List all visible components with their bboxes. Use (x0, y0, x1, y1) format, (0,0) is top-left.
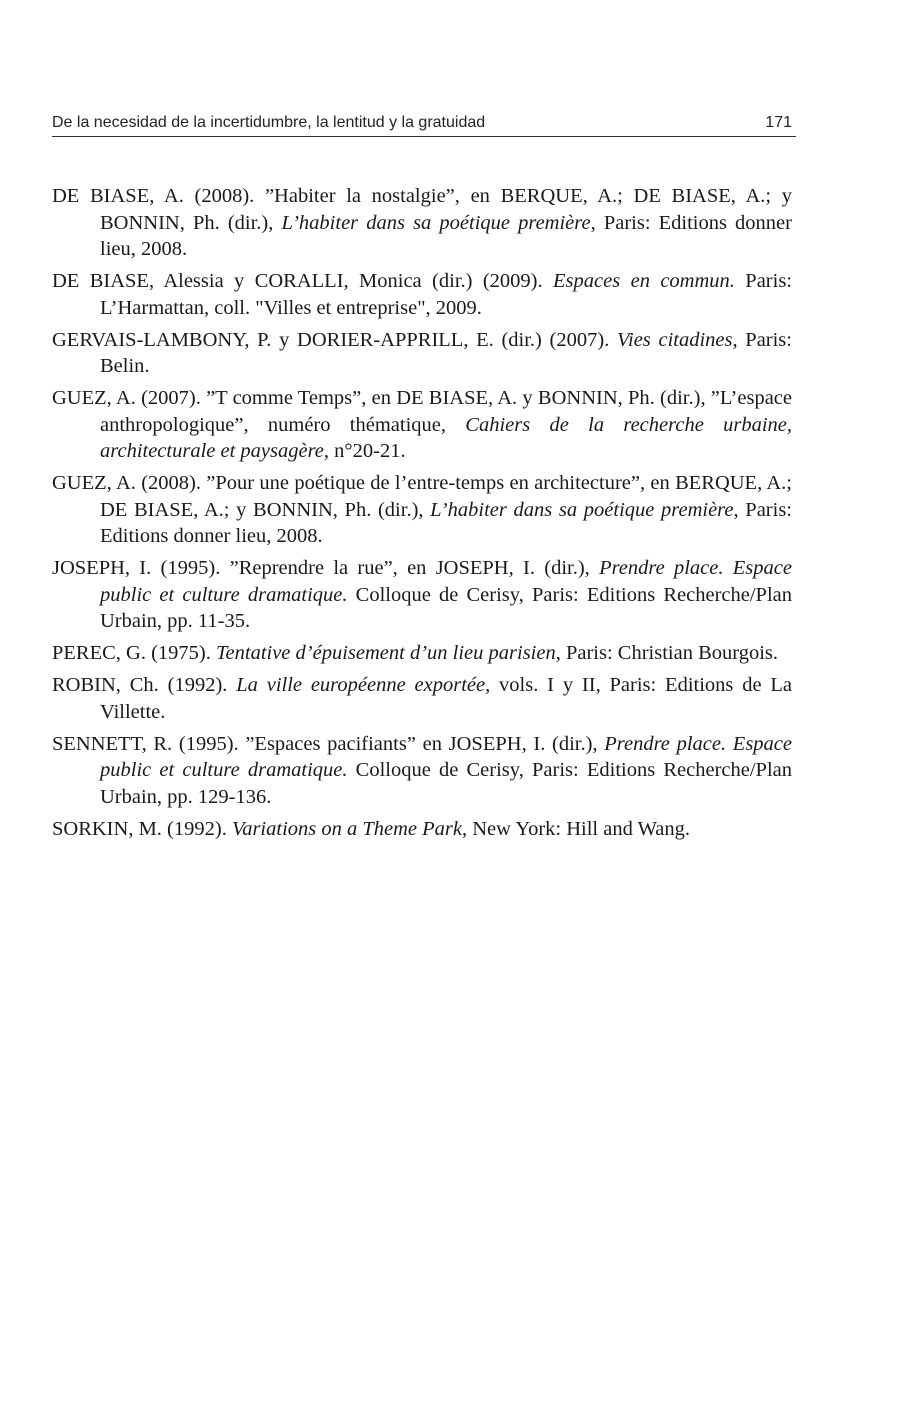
reference-text: , Paris: Editions donner lieu, 2008. (100, 211, 792, 260)
reference-entry (52, 555, 792, 635)
reference-title: Vies citadines (617, 328, 733, 351)
reference-entry (52, 731, 792, 811)
reference-text: , Paris: Editions donner lieu, 2008. (100, 498, 792, 547)
reference-title: Cahiers de la recherche urbaine, architecturale et paysagère (100, 413, 792, 462)
reference-text: GUEZ, A. (2008). ”Pour une poétique de l’entre-temps en architecture”, en BERQUE, A.; DE BIASE, A.; y BONNIN, Ph. (dir.), (52, 472, 792, 521)
reference-text: , Paris: Christian Bourgois. (555, 642, 779, 664)
reference-text: JOSEPH, I. (1995). ”Reprendre la rue”, en JOSEPH, I. (dir.), (52, 557, 600, 579)
reference-text: SORKIN, M. (1992). (52, 817, 232, 840)
reference-text: , New York: Hill and Wang. (462, 817, 691, 840)
reference-entry (52, 385, 792, 465)
reference-title: Espaces en commun. (553, 270, 735, 292)
reference-entry (52, 816, 792, 843)
reference-title: La ville européenne exportée (236, 674, 486, 696)
reference-text: GERVAIS-LAMBONY, P. y DORIER-APPRILL, E. (dir.) (2007). (52, 328, 618, 351)
reference-text: , vols. I y II, Paris: Editions de La Villette. (100, 674, 793, 723)
running-title: De la necesidad de la incertidumbre, la lentitud y la gratuidad (52, 114, 486, 131)
reference-entry (52, 470, 792, 550)
reference-text: ROBIN, Ch. (1992). (52, 674, 237, 696)
reference-entry (52, 640, 792, 667)
reference-text: SENNETT, R. (1995). ”Espaces pacifiants” en JOSEPH, I. (dir.), (52, 732, 605, 755)
running-header (52, 113, 796, 137)
reference-entry (52, 183, 792, 263)
reference-title: Variations on a Theme Park (231, 817, 462, 840)
reference-title: L’habiter dans sa poétique première (281, 211, 591, 234)
reference-text: PEREC, G. (1975). (52, 642, 216, 664)
reference-text: , n°20-21. (323, 440, 406, 462)
reference-entry (52, 327, 792, 380)
reference-text: Colloque de Cerisy, Paris: Editions Recherche/Plan Urbain, pp. 129-136. (100, 759, 792, 808)
reference-title: Prendre place. Espace public et culture dramatique. (100, 732, 792, 781)
reference-text: DE BIASE, Alessia y CORALLI, Monica (dir.) (2009). (52, 270, 554, 292)
reference-text: , Paris: Belin. (100, 328, 792, 377)
reference-list (52, 183, 792, 848)
reference-text: DE BIASE, A. (2008). ”Habiter la nostalgie”, en BERQUE, A.; DE BIASE, A.; y BONNIN, Ph. (dir.), (52, 185, 792, 234)
page-number: 171 (765, 114, 792, 131)
reference-text: GUEZ, A. (2007). ”T comme Temps”, en DE BIASE, A. y BONNIN, Ph. (dir.), ”L’espace anthropologique”, numéro thématique, (52, 387, 792, 436)
reference-title: Tentative d’épuisement d’un lieu parisien (216, 642, 556, 664)
reference-text: Paris: L’Harmattan, coll. "Villes et entreprise", 2009. (100, 270, 793, 319)
reference-entry (52, 268, 792, 321)
reference-entry (52, 672, 792, 725)
reference-title: Prendre place. Espace public et culture dramatique. (100, 557, 792, 606)
reference-text: Colloque de Cerisy, Paris: Editions Recherche/Plan Urbain, pp. 11-35. (100, 583, 792, 632)
reference-title: L’habiter dans sa poétique première (430, 498, 734, 521)
